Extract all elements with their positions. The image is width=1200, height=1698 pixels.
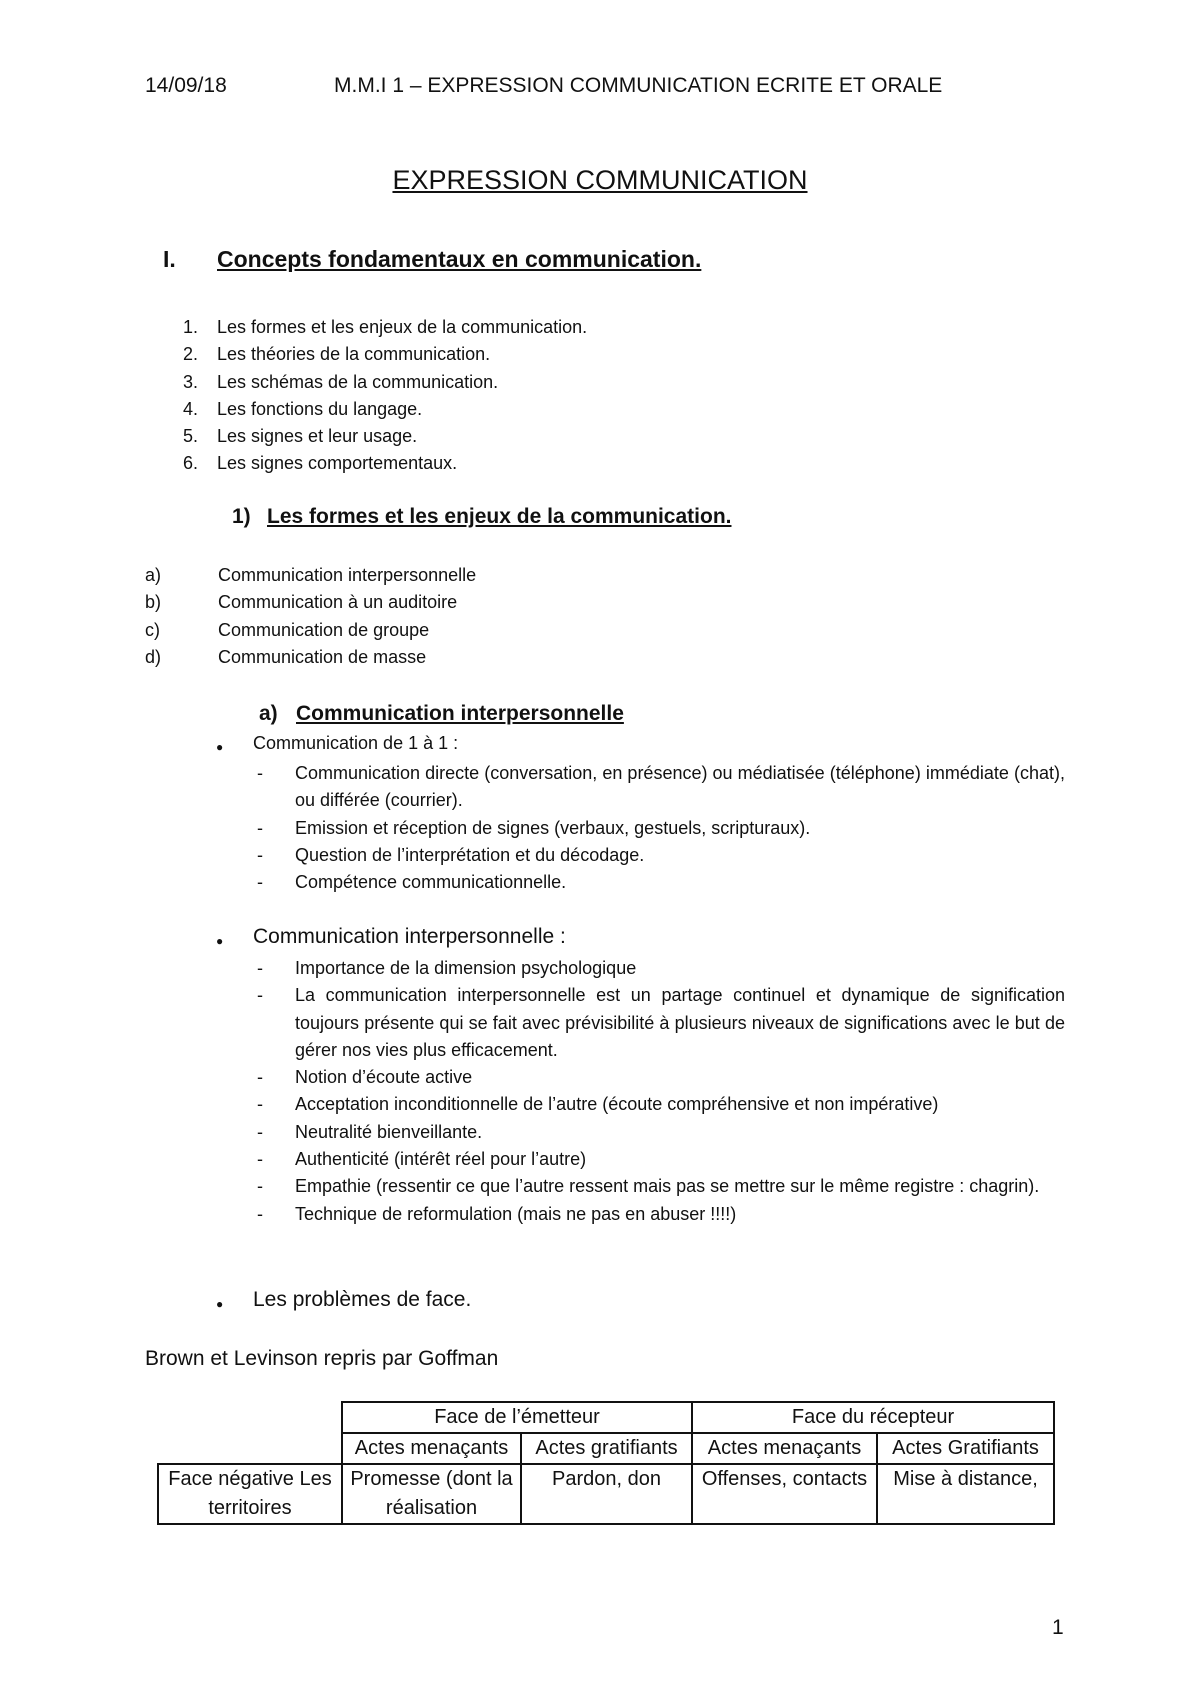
list-item: b) Communication à un auditoire	[145, 592, 458, 613]
list-item: - Emission et réception de signes (verbaux, gestuels, scripturaux).	[257, 817, 811, 838]
list-item: - La communication interpersonnelle est un partage continuel et dynamique de signification toujours présente qui se fait avec prévisibilité à plusieurs niveaux de significations avec le but de gérer nos vies plus efficacement.	[257, 985, 1065, 1060]
faces-table	[157, 1401, 1055, 1525]
table-subheader: Actes gratifiants	[521, 1433, 692, 1464]
table-cell: Pardon, don	[521, 1464, 692, 1524]
table-group-header: Face du récepteur	[692, 1402, 1054, 1433]
bullet-label: Les problèmes de face.	[253, 1288, 472, 1311]
list-item: - Acceptation inconditionnelle de l’autre (écoute compréhensive et non impérative)	[257, 1094, 939, 1115]
list-item: 6. Les signes comportementaux.	[183, 453, 458, 474]
list-item: - Neutralité bienveillante.	[257, 1121, 483, 1142]
list-item: 2. Les théories de la communication.	[183, 344, 491, 365]
bullet-label: Communication de 1 à 1 :	[253, 733, 459, 753]
table-cell: Promesse (dont la réalisation	[342, 1464, 521, 1524]
list-item: - Authenticité (intérêt réel pour l’autre)	[257, 1149, 587, 1170]
bullet-icon: ●	[216, 934, 224, 948]
outline-list	[183, 314, 587, 478]
subsubsection-number: a)	[259, 702, 278, 725]
subsubsection-title: Communication interpersonnelle	[296, 702, 624, 725]
list-item: - Communication directe (conversation, en présence) ou médiatisée (téléphone) immédiate (chat), ou différée (courrier).	[257, 763, 1065, 811]
empty-cell	[158, 1433, 342, 1464]
table-row	[158, 1464, 1054, 1524]
list-item: a) Communication interpersonnelle	[145, 565, 477, 585]
forms-list	[145, 562, 476, 671]
list-item: c) Communication de groupe	[145, 619, 430, 640]
bullet-list	[253, 760, 1065, 896]
list-item: - Notion d’écoute active	[257, 1067, 473, 1088]
header-date: 14/09/18	[145, 74, 227, 97]
table-subheader: Actes Gratifiants	[877, 1433, 1054, 1464]
table-cell: Offenses, contacts	[692, 1464, 877, 1524]
bullet-icon: ●	[216, 1297, 224, 1311]
list-item: - Compétence communicationnelle.	[257, 872, 567, 893]
list-item: d) Communication de masse	[145, 646, 427, 667]
list-item: 5. Les signes et leur usage.	[183, 426, 418, 447]
table-header-row	[158, 1402, 1054, 1433]
section-title: Concepts fondamentaux en communication.	[217, 246, 702, 272]
section-number: I.	[163, 246, 176, 272]
table-subheader: Actes menaçants	[342, 1433, 521, 1464]
list-item: - Question de l’interprétation et du décodage.	[257, 844, 645, 865]
table-subheader-row	[158, 1433, 1054, 1464]
table-row-label: Face négative Les territoires	[158, 1464, 342, 1524]
subsection-title: Les formes et les enjeux de la communication.	[267, 505, 732, 528]
table-cell: Mise à distance,	[877, 1464, 1054, 1524]
list-item: - Technique de reformulation (mais ne pas en abuser !!!!)	[257, 1203, 737, 1224]
table-group-header: Face de l’émetteur	[342, 1402, 692, 1433]
list-item: - Empathie (ressentir ce que l’autre ressent mais pas se mettre sur le même registre : chagrin).	[257, 1176, 1040, 1197]
empty-cell	[158, 1402, 342, 1433]
table-subheader: Actes menaçants	[692, 1433, 877, 1464]
list-item: 3. Les schémas de la communication.	[183, 371, 499, 392]
table-caption: Brown et Levinson repris par Goffman	[145, 1347, 499, 1370]
document-title: EXPRESSION COMMUNICATION	[392, 165, 808, 195]
subsection-number: 1)	[232, 505, 251, 528]
list-item: 4. Les fonctions du langage.	[183, 398, 423, 419]
header-course: M.M.I 1 – EXPRESSION COMMUNICATION ECRITE ET ORALE	[334, 74, 943, 97]
bullet-list	[253, 955, 1065, 1228]
bullet-label: Communication interpersonnelle :	[253, 925, 566, 948]
list-item: - Importance de la dimension psychologique	[257, 958, 637, 978]
list-item: 1. Les formes et les enjeux de la communication.	[183, 317, 588, 337]
page-number: 1	[1052, 1616, 1064, 1639]
bullet-icon: ●	[216, 740, 224, 754]
